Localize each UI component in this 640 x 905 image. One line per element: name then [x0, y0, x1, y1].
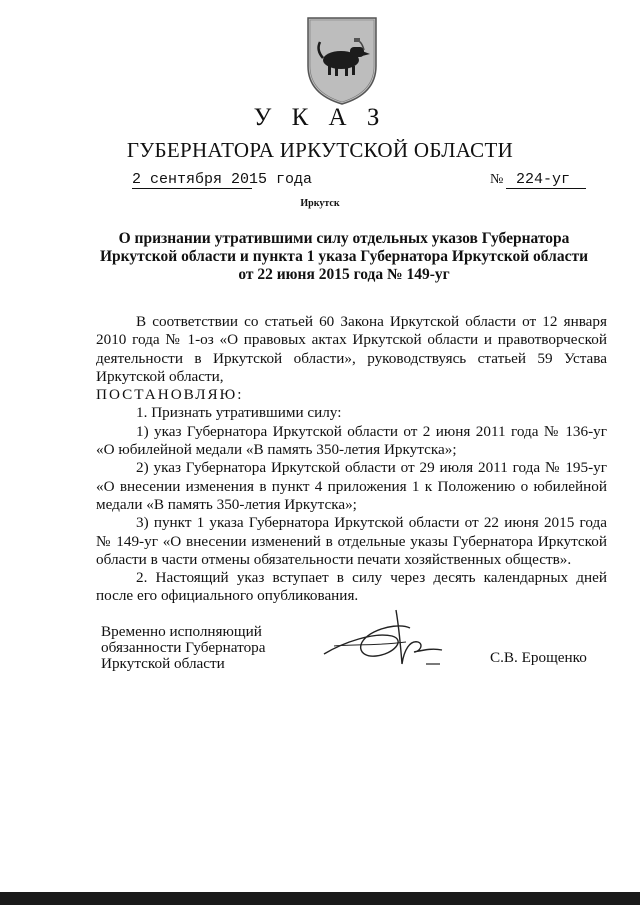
position-line: Иркутской области	[101, 655, 225, 672]
date-underline	[132, 188, 252, 189]
subject-line: Иркутской области и пункта 1 указа Губернатора Иркутской области	[99, 248, 589, 265]
position-line: обязанности Губернатора	[101, 639, 266, 656]
item-1-subitem-2: 2) указ Губернатора Иркутской области от 29 июля 2011 года № 195-уг «О внесении изменения в пункт 4 приложения 1 к Положению о юбилейной медали «В память 350-летия Иркутска»;	[96, 459, 607, 513]
subject-line: от 22 июня 2015 года № 149-уг	[238, 266, 450, 283]
decree-word: ПОСТАНОВЛЯЮ:	[96, 386, 244, 404]
preamble-paragraph: В соответствии со статьей 60 Закона Иркутской области от 12 января 2010 года № 1-оз «О правовых актах Иркутской области и правотворческой деятельности в Иркутской области», руководствуясь статьей 59 Устава Иркутской области,	[96, 313, 607, 385]
number-underline	[506, 188, 586, 189]
document-number: 224-уг	[516, 171, 571, 188]
signatory-position	[101, 624, 266, 672]
item-1-subitem-1: 1) указ Губернатора Иркутской области от 2 июня 2011 года № 136-уг «О юбилейной медали «В память 350-летия Иркутска»;	[96, 422, 607, 459]
position-line: Временно исполняющий	[101, 623, 262, 640]
document-type-title: У К А З	[253, 104, 387, 131]
coat-of-arms-icon	[304, 14, 380, 106]
signatory-name: С.В. Ерощенко	[490, 649, 587, 666]
number-sign: №	[490, 172, 504, 187]
item-1-subitem-3: 3) пункт 1 указа Губернатора Иркутской области от 22 июня 2015 года № 149-уг «О внесении изменений в отдельные указы Губернатора Иркутской области в части отмены обязательности печати хозяйственных обществ».	[96, 514, 607, 568]
issuing-authority: ГУБЕРНАТОРА ИРКУТСКОЙ ОБЛАСТИ	[126, 138, 514, 162]
subject-line: О признании утратившими силу отдельных указов Губернатора	[118, 230, 570, 247]
item-1: 1. Признать утратившими силу:	[136, 404, 342, 422]
document-subject	[90, 230, 598, 284]
document-date: 2 сентября 2015 года	[132, 171, 313, 188]
city-label: Иркутск	[300, 198, 340, 209]
scan-border	[0, 892, 640, 905]
handwritten-signature-icon	[314, 602, 454, 677]
document-body	[96, 313, 607, 606]
item-2: 2. Настоящий указ вступает в силу через десять календарных дней после его официального опубликования.	[96, 569, 607, 605]
